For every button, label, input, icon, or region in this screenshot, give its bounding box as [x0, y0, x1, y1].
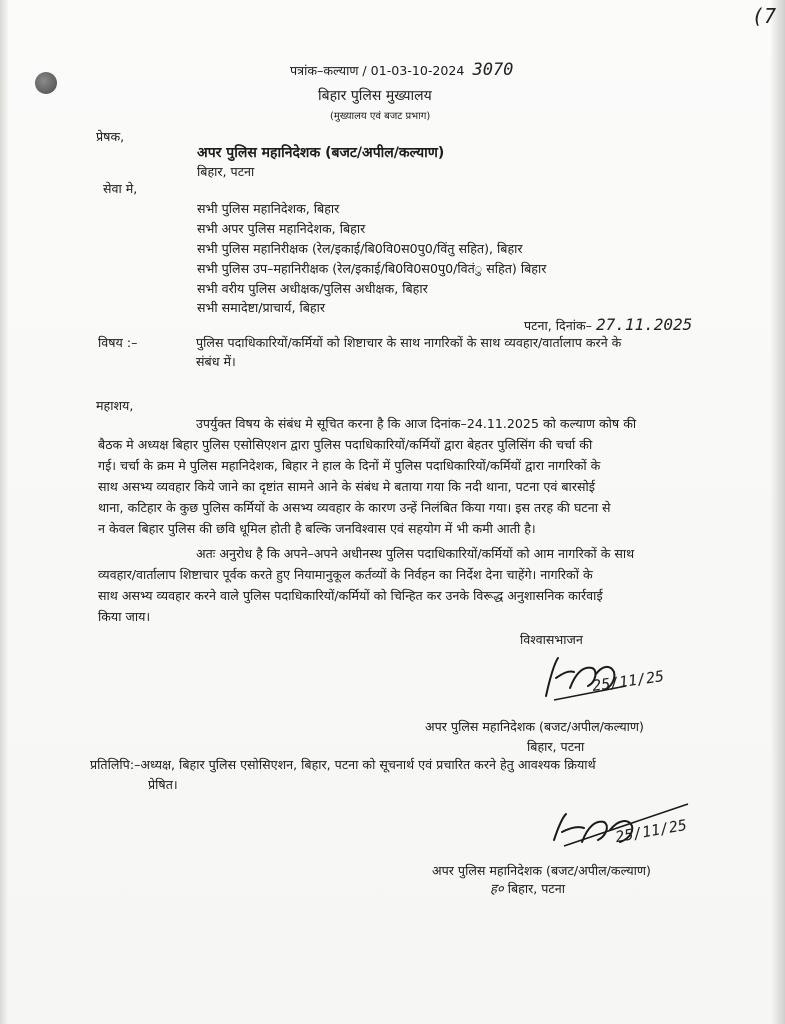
recipient-line-4: सभी पुलिस उप–महानिरीक्षक (रेल/इकाई/बि0वि0स0पु0/वितंु सहित) बिहार — [197, 261, 547, 276]
reference-line — [290, 62, 513, 79]
punch-hole — [35, 72, 57, 94]
signatory-title-2: अपर पुलिस महानिदेशक (बजट/अपील/कल्याण) — [432, 863, 651, 878]
recipients-label: सेवा मे, — [103, 181, 138, 196]
para1-line-6: न केवल बिहार पुलिस की छवि धूमिल होती है बल्कि जनविश्वास एवं सहयोग में भी कमी आती है। — [98, 521, 536, 536]
reference-prefix: पत्रांक–कल्याण / 01-03-10-2024 — [290, 63, 465, 78]
salutation: महाशय, — [96, 398, 134, 413]
para1-line-1: उपर्युक्त विषय के संबंध मे सूचित करना है कि आज दिनांक–24.11.2025 को कल्याण कोष की — [196, 416, 637, 431]
recipient-line-5: सभी वरीय पुलिस अधीक्षक/पुलिस अधीक्षक, बिहार — [197, 281, 428, 296]
subject-label: विषय :– — [98, 335, 138, 350]
para1-line-2: बैठक मे अध्यक्ष बिहार पुलिस एसोसिएशन द्वारा पुलिस पदाधिकारियों/कर्मियों द्वारा बेहतर पुलिसिंग की चर्चा की — [98, 437, 593, 452]
office-name: बिहार पुलिस मुख्यालय — [318, 88, 432, 104]
signatory-title-1: अपर पुलिस महानिदेशक (बजट/अपील/कल्याण) — [425, 719, 644, 734]
paper-edge-left — [0, 0, 8, 1024]
signature-2-initial: ह० — [490, 882, 504, 897]
signatory-place-2: बिहार, पटना — [507, 881, 565, 896]
para1-line-3: गई। चर्चा के क्रम मे पुलिस महानिदेशक, बिहार ने हाल के दिनों में पुलिस पदाधिकारियों/कर्मियों द्वारा नागरिकों के — [98, 458, 601, 473]
subject-line-1: पुलिस पदाधिकारियों/कर्मियों को शिष्टाचार के साथ नागरिकों के साथ व्यवहार/वार्तालाप करने के — [196, 335, 622, 350]
recipient-line-1: सभी पुलिस महानिदेशक, बिहार — [197, 201, 340, 216]
para2-line-4: किया जाय। — [98, 609, 151, 624]
copy-line-2: प्रेषित। — [148, 777, 178, 792]
para2-line-3: साथ असभ्य व्यवहार करने वाले पुलिस पदाधिकारियों/कर्मियों को चिन्हित कर उनके विरूद्ध अनुशासनिक कार्रवाई — [98, 588, 603, 603]
date-handwritten: 27.11.2025 — [595, 315, 693, 334]
signature-1-date: 25/11/25 — [591, 667, 666, 695]
signatory-place-1: बिहार, पटना — [527, 739, 585, 754]
reference-number-handwritten: 3070 — [472, 60, 514, 80]
copy-line-1: प्रतिलिपि:–अध्यक्ष, बिहार पुलिस एसोसिएशन, बिहार, पटना को सूचनार्थ एवं प्रचारित करने हेतु आवश्यक क्रियार्थ — [90, 757, 596, 772]
para2-line-1: अतः अनुरोध है कि अपने–अपने अधीनस्थ पुलिस पदाधिकारियों/कर्मियों को आम नागरिकों के साथ — [196, 546, 635, 561]
para1-line-4: साथ असभ्य व्यवहार किये जाने का दृष्टांत सामने आने के संबंध मे बताया गया कि नदी थाना, पटना एवं बारसोई — [98, 479, 595, 494]
subject-line-2: संबंध में। — [196, 354, 236, 369]
yours-faithfully: विश्वासभाजन — [520, 632, 583, 647]
signatory-place-2-line — [490, 880, 565, 898]
date-line — [524, 316, 692, 334]
date-label: पटना, दिनांक– — [524, 318, 592, 333]
para1-line-5: थाना, कटिहार के कुछ पुलिस कर्मियों के असभ्य व्यवहार के कारण उन्हें निलंबित किया गया। इस तरह की घटना से — [98, 500, 611, 515]
sender-place: बिहार, पटना — [197, 164, 255, 179]
paper-edge-right — [771, 0, 785, 1024]
para2-line-2: व्यवहार/वार्तालाप शिष्टाचार पूर्वक करते हुए नियामानुकूल कर्तव्यों के निर्वहन का निर्देश देना चाहेंगे। नागरिकों के — [98, 567, 593, 582]
recipient-line-3: सभी पुलिस महानिरीक्षक (रेल/इकाई/बि0वि0स0पु0/विंतु सहित), बिहार — [197, 241, 523, 256]
signature-2-date: 25/11/25 — [613, 815, 689, 847]
recipient-line-2: सभी अपर पुलिस महानिदेशक, बिहार — [197, 221, 366, 236]
sender-label: प्रेषक, — [96, 129, 125, 144]
sender-title: अपर पुलिस महानिदेशक (बजट/अपील/कल्याण) — [197, 145, 445, 161]
corner-mark: (7 — [752, 4, 777, 28]
office-branch: (मुख्यालय एवं बजट प्रभाग) — [330, 111, 431, 122]
recipient-line-6: सभी समादेष्टा/प्राचार्य, बिहार — [197, 300, 326, 315]
